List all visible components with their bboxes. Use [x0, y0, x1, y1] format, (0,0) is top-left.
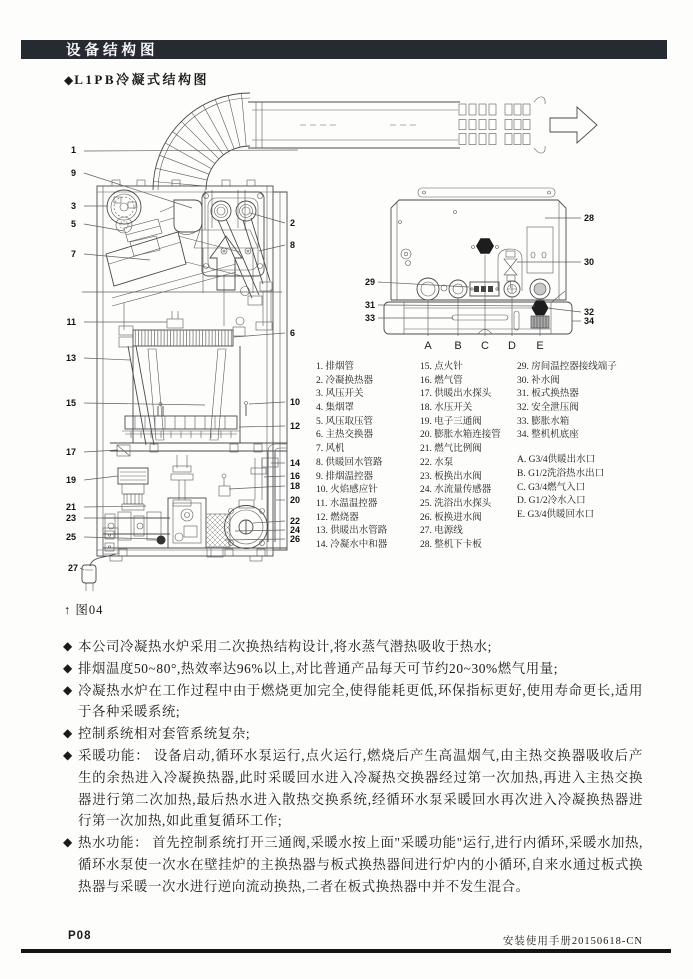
flue-duct [248, 97, 597, 153]
diamond-bullet-icon: ◆ [63, 835, 73, 850]
callout-number: 6 [290, 328, 296, 338]
callout-number: 19 [65, 475, 76, 485]
part-item: 6. 主热交换器 [316, 430, 374, 441]
port-letter: C [481, 340, 489, 352]
callout-number: 23 [65, 513, 76, 523]
gas-pipe [251, 458, 266, 500]
callout-number: 24 [290, 525, 301, 535]
callout-number: 30 [584, 257, 595, 267]
part-item: 4. 集烟罩 [316, 403, 355, 414]
parts-list-column-1 [316, 361, 416, 553]
page-number: P08 [68, 930, 92, 942]
part-item: D. G1/2冷水入口 [517, 496, 586, 507]
diamond-bullet-icon: ◆ [63, 726, 73, 741]
fan-scroll [106, 232, 242, 286]
callout-number: 14 [290, 458, 301, 468]
pressure-tap-bracket [124, 219, 162, 256]
feature-bullets [63, 636, 643, 898]
subsection-title-text: L1PB冷凝式结构图 [74, 72, 210, 87]
callout-number: 10 [290, 397, 301, 407]
part-item: E. G3/4供暖回水口 [517, 509, 595, 520]
leader-lines-right [378, 218, 581, 321]
parts-list-numbers [517, 361, 673, 443]
port-letter: E [536, 340, 544, 352]
water-pressure-switch [219, 474, 230, 496]
callout-number: 8 [290, 240, 296, 250]
callout-number: 2 [290, 218, 296, 228]
expansion-tank-pipe [262, 444, 287, 542]
safety-relief-valve [531, 301, 549, 328]
flow-arrow-icon [550, 107, 597, 143]
callout-number: 22 [290, 516, 301, 526]
bullet-item [63, 658, 643, 680]
manual-id: 安装使用手册20150618-CN [502, 936, 643, 947]
diamond-bullet-icon: ◆ [64, 73, 74, 87]
part-item: 22. 水泵 [420, 457, 454, 468]
three-way-valve [118, 468, 148, 510]
bullet-item [63, 832, 643, 897]
power-cord-plug [82, 554, 116, 591]
callout-number: 3 [70, 201, 76, 211]
callout-number: 18 [290, 481, 301, 491]
part-item: 27. 电源线 [420, 526, 463, 537]
probe-dot [157, 536, 166, 545]
part-item: 2. 冷凝换热器 [316, 375, 374, 386]
connection-ports [417, 278, 550, 300]
rear-view-diagram [365, 188, 594, 352]
bullet-text: 排烟温度50~80°,热效率达96%以上,对比普通产品每天可节约20~30%燃气用量; [78, 660, 559, 676]
part-item: 16. 燃气管 [420, 375, 463, 386]
callout-number: 27 [67, 563, 78, 573]
control-panel-cover [527, 227, 553, 273]
callout-number: 25 [65, 532, 76, 542]
boiler-cabinet [97, 180, 287, 556]
bullet-item [63, 636, 643, 658]
callout-number: 16 [290, 471, 301, 481]
part-item: 15. 点火针 [420, 362, 463, 372]
part-item: 14. 冷凝水中和器 [316, 539, 388, 550]
part-item: 17. 供暖出水探头 [420, 389, 492, 400]
port-letter: D [508, 340, 516, 352]
bullet-item [63, 723, 643, 745]
callout-number: 17 [65, 447, 76, 457]
part-item: 1. 排烟管 [316, 362, 355, 372]
footer-rule [21, 949, 671, 953]
part-item: 3. 风压开关 [316, 389, 364, 400]
condensing-heat-exchanger [202, 192, 272, 330]
part-item: B. G1/2洗浴热水出口 [517, 468, 605, 479]
part-item: 31. 板式换热器 [517, 389, 579, 400]
callout-number: 26 [290, 534, 301, 544]
part-item: 34. 整机机底座 [517, 430, 579, 441]
part-item: 20. 膨胀水箱连接管 [420, 430, 501, 441]
combustion-chamber [133, 346, 240, 443]
part-item: 5. 风压取压管 [316, 416, 374, 427]
part-item: 28. 整机下卡板 [420, 539, 482, 550]
flue-sump [160, 200, 202, 235]
gas-inlet-hex [472, 238, 499, 283]
room-thermostat-terminal [470, 282, 499, 296]
fan-assembly [107, 190, 141, 233]
part-item: 18. 水压开关 [420, 403, 473, 414]
water-pump [225, 500, 268, 549]
bullet-item [63, 745, 643, 832]
bullet-item [63, 680, 643, 724]
bullet-text: 冷凝热水炉在工作过程中由于燃烧更加完全,使得能耗更低,环保指标更好,使用寿命更长,适用于各种采暖系统; [78, 682, 643, 720]
part-item: 33. 膨胀水箱 [517, 416, 570, 427]
callout-number: 33 [364, 313, 375, 323]
pump-mount-plate [168, 498, 230, 548]
callout-number: 9 [70, 168, 76, 178]
part-item: 30. 补水阀 [517, 375, 560, 386]
port-letter: A [424, 340, 432, 352]
diamond-bullet-icon: ◆ [63, 747, 73, 762]
rear-view-callouts [365, 213, 594, 326]
section-header-title: 设备结构图 [66, 43, 159, 59]
part-item: 32. 安全泄压阀 [517, 403, 579, 414]
bullet-text: 热水功能： 首先控制系统打开三通阀,采暖水按上面"采暖功能"运行,进行内循环,采暖水加热,循环水泵使一次水在壁挂炉的主换热器与板式换热器间进行炉内的小循环,自来水通过板式换热器与采暖一次水进行逆向流动换热,二者在板式换热器中并不发生混合。 [78, 835, 643, 894]
callout-number: 29 [364, 277, 375, 287]
callout-number: 13 [65, 353, 76, 363]
parts-list-column-2 [420, 361, 520, 553]
callout-number: 21 [65, 502, 76, 512]
port-letters [424, 340, 543, 352]
part-item: 26. 板换进水阀 [420, 512, 482, 523]
callout-number: 31 [364, 300, 375, 310]
parts-list-column-3 [517, 361, 673, 523]
part-item: 10. 火焰感应针 [316, 485, 378, 496]
part-item: 21. 燃气比例阀 [420, 444, 482, 455]
callout-number: 20 [290, 495, 301, 505]
parts-list-ports [517, 454, 673, 522]
diamond-bullet-icon: ◆ [63, 639, 73, 653]
part-item: 29. 房间温控器接线端子 [517, 362, 617, 372]
callout-number: 11 [66, 317, 76, 327]
callout-number: 12 [290, 421, 301, 431]
part-item: 23. 板换出水阀 [420, 471, 482, 482]
part-item: A. G3/4供暖出水口 [517, 455, 596, 466]
port-letter: B [454, 340, 462, 352]
diamond-bullet-icon: ◆ [63, 660, 73, 675]
bullet-text: 本公司冷凝热水炉采用二次换热结构设计,将水蒸气潜热吸收于热水; [78, 639, 492, 654]
callout-number: 5 [70, 219, 76, 229]
part-item: 24. 水流量传感器 [420, 485, 492, 496]
callout-number: 32 [584, 307, 595, 317]
part-item: 12. 燃烧器 [316, 512, 359, 523]
part-item: 13. 供暖出水管路 [316, 526, 388, 537]
callout-number: 1 [70, 145, 76, 155]
part-item: 9. 排烟温控器 [316, 471, 374, 482]
part-item: 25. 洗浴出水探头 [420, 498, 492, 509]
part-item: 19. 电子三通阀 [420, 416, 482, 427]
callout-number: 7 [70, 249, 76, 259]
bullet-text: 控制系统相对套管系统复杂; [78, 726, 251, 742]
part-item: 7. 风机 [316, 444, 345, 455]
figure-caption: ↑ 图04 [64, 603, 104, 617]
callout-number: 28 [584, 213, 595, 223]
burner [122, 402, 248, 439]
callout-number: 34 [584, 316, 595, 326]
bullet-text: 采暖功能： 设备启动,循环水泵运行,点火运行,燃烧后产生高温烟气,由主热交换器吸收后产生的余热进入冷凝换热器,此时采暖回水进入冷凝热交换器经过第一次加热,再进入主热交换器进行第二次加热,最后热水进入散热交换系统,经循环水泵采暖回水再次进入冷凝换热器进行第一次加热,如此重复循环工作; [78, 747, 643, 829]
part-item: 11. 水温温控器 [316, 498, 378, 509]
part-item: 8. 供暖回水管路 [316, 457, 383, 468]
flue-grille [459, 104, 530, 145]
diamond-bullet-icon: ◆ [63, 682, 73, 697]
main-heat-exchanger [119, 311, 245, 445]
part-item: C. G3/4燃气入口 [517, 482, 586, 493]
callout-number: 15 [65, 398, 76, 408]
mid-panel [110, 443, 287, 456]
